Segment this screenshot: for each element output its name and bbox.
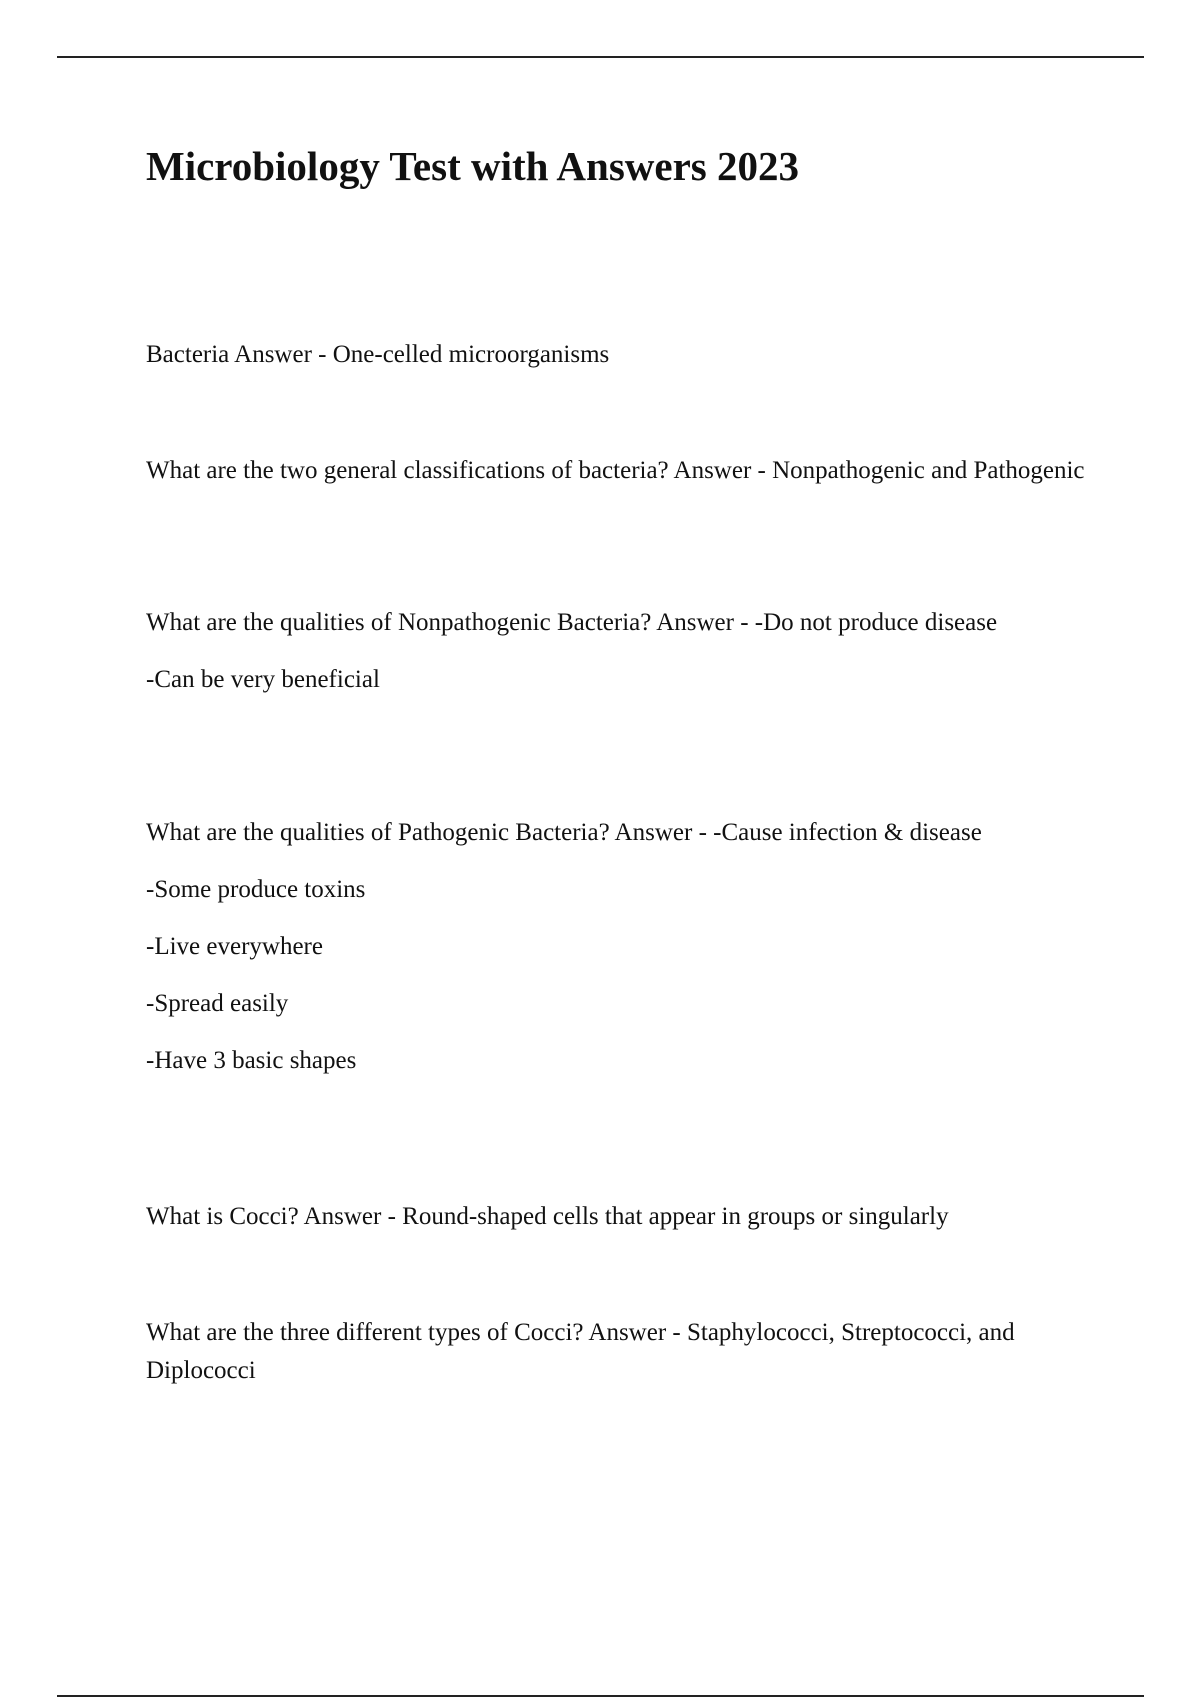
qa-bullet: -Live everywhere [146, 933, 323, 960]
qa-bullet: -Can be very beneficial [146, 666, 380, 693]
qa-item [146, 1198, 1096, 1236]
qa-item [146, 452, 1096, 490]
qa-text: What are the three different types of Cocci? Answer - Staphylococci, Streptococci, and Diplococci [146, 1319, 1015, 1384]
document-title: Microbiology Test with Answers 2023 [146, 143, 799, 189]
qa-text: What are the qualities of Pathogenic Bacteria? Answer - -Cause infection & disease [146, 819, 982, 846]
bottom-rule [57, 1695, 1144, 1697]
qa-item [146, 1314, 1096, 1390]
qa-item [146, 604, 1096, 699]
qa-text: What are the two general classifications of bacteria? Answer - Nonpathogenic and Pathogenic [146, 457, 1085, 484]
qa-bullet: -Spread easily [146, 990, 289, 1017]
qa-bullet: -Some produce toxins [146, 876, 366, 903]
qa-item [146, 336, 1096, 374]
qa-text: Bacteria Answer - One-celled microorganisms [146, 341, 610, 368]
qa-text: What is Cocci? Answer - Round-shaped cells that appear in groups or singularly [146, 1203, 949, 1230]
qa-item [146, 814, 1096, 1080]
qa-text: What are the qualities of Nonpathogenic Bacteria? Answer - -Do not produce disease [146, 609, 998, 636]
qa-bullet: -Have 3 basic shapes [146, 1047, 357, 1074]
top-rule [57, 56, 1144, 58]
